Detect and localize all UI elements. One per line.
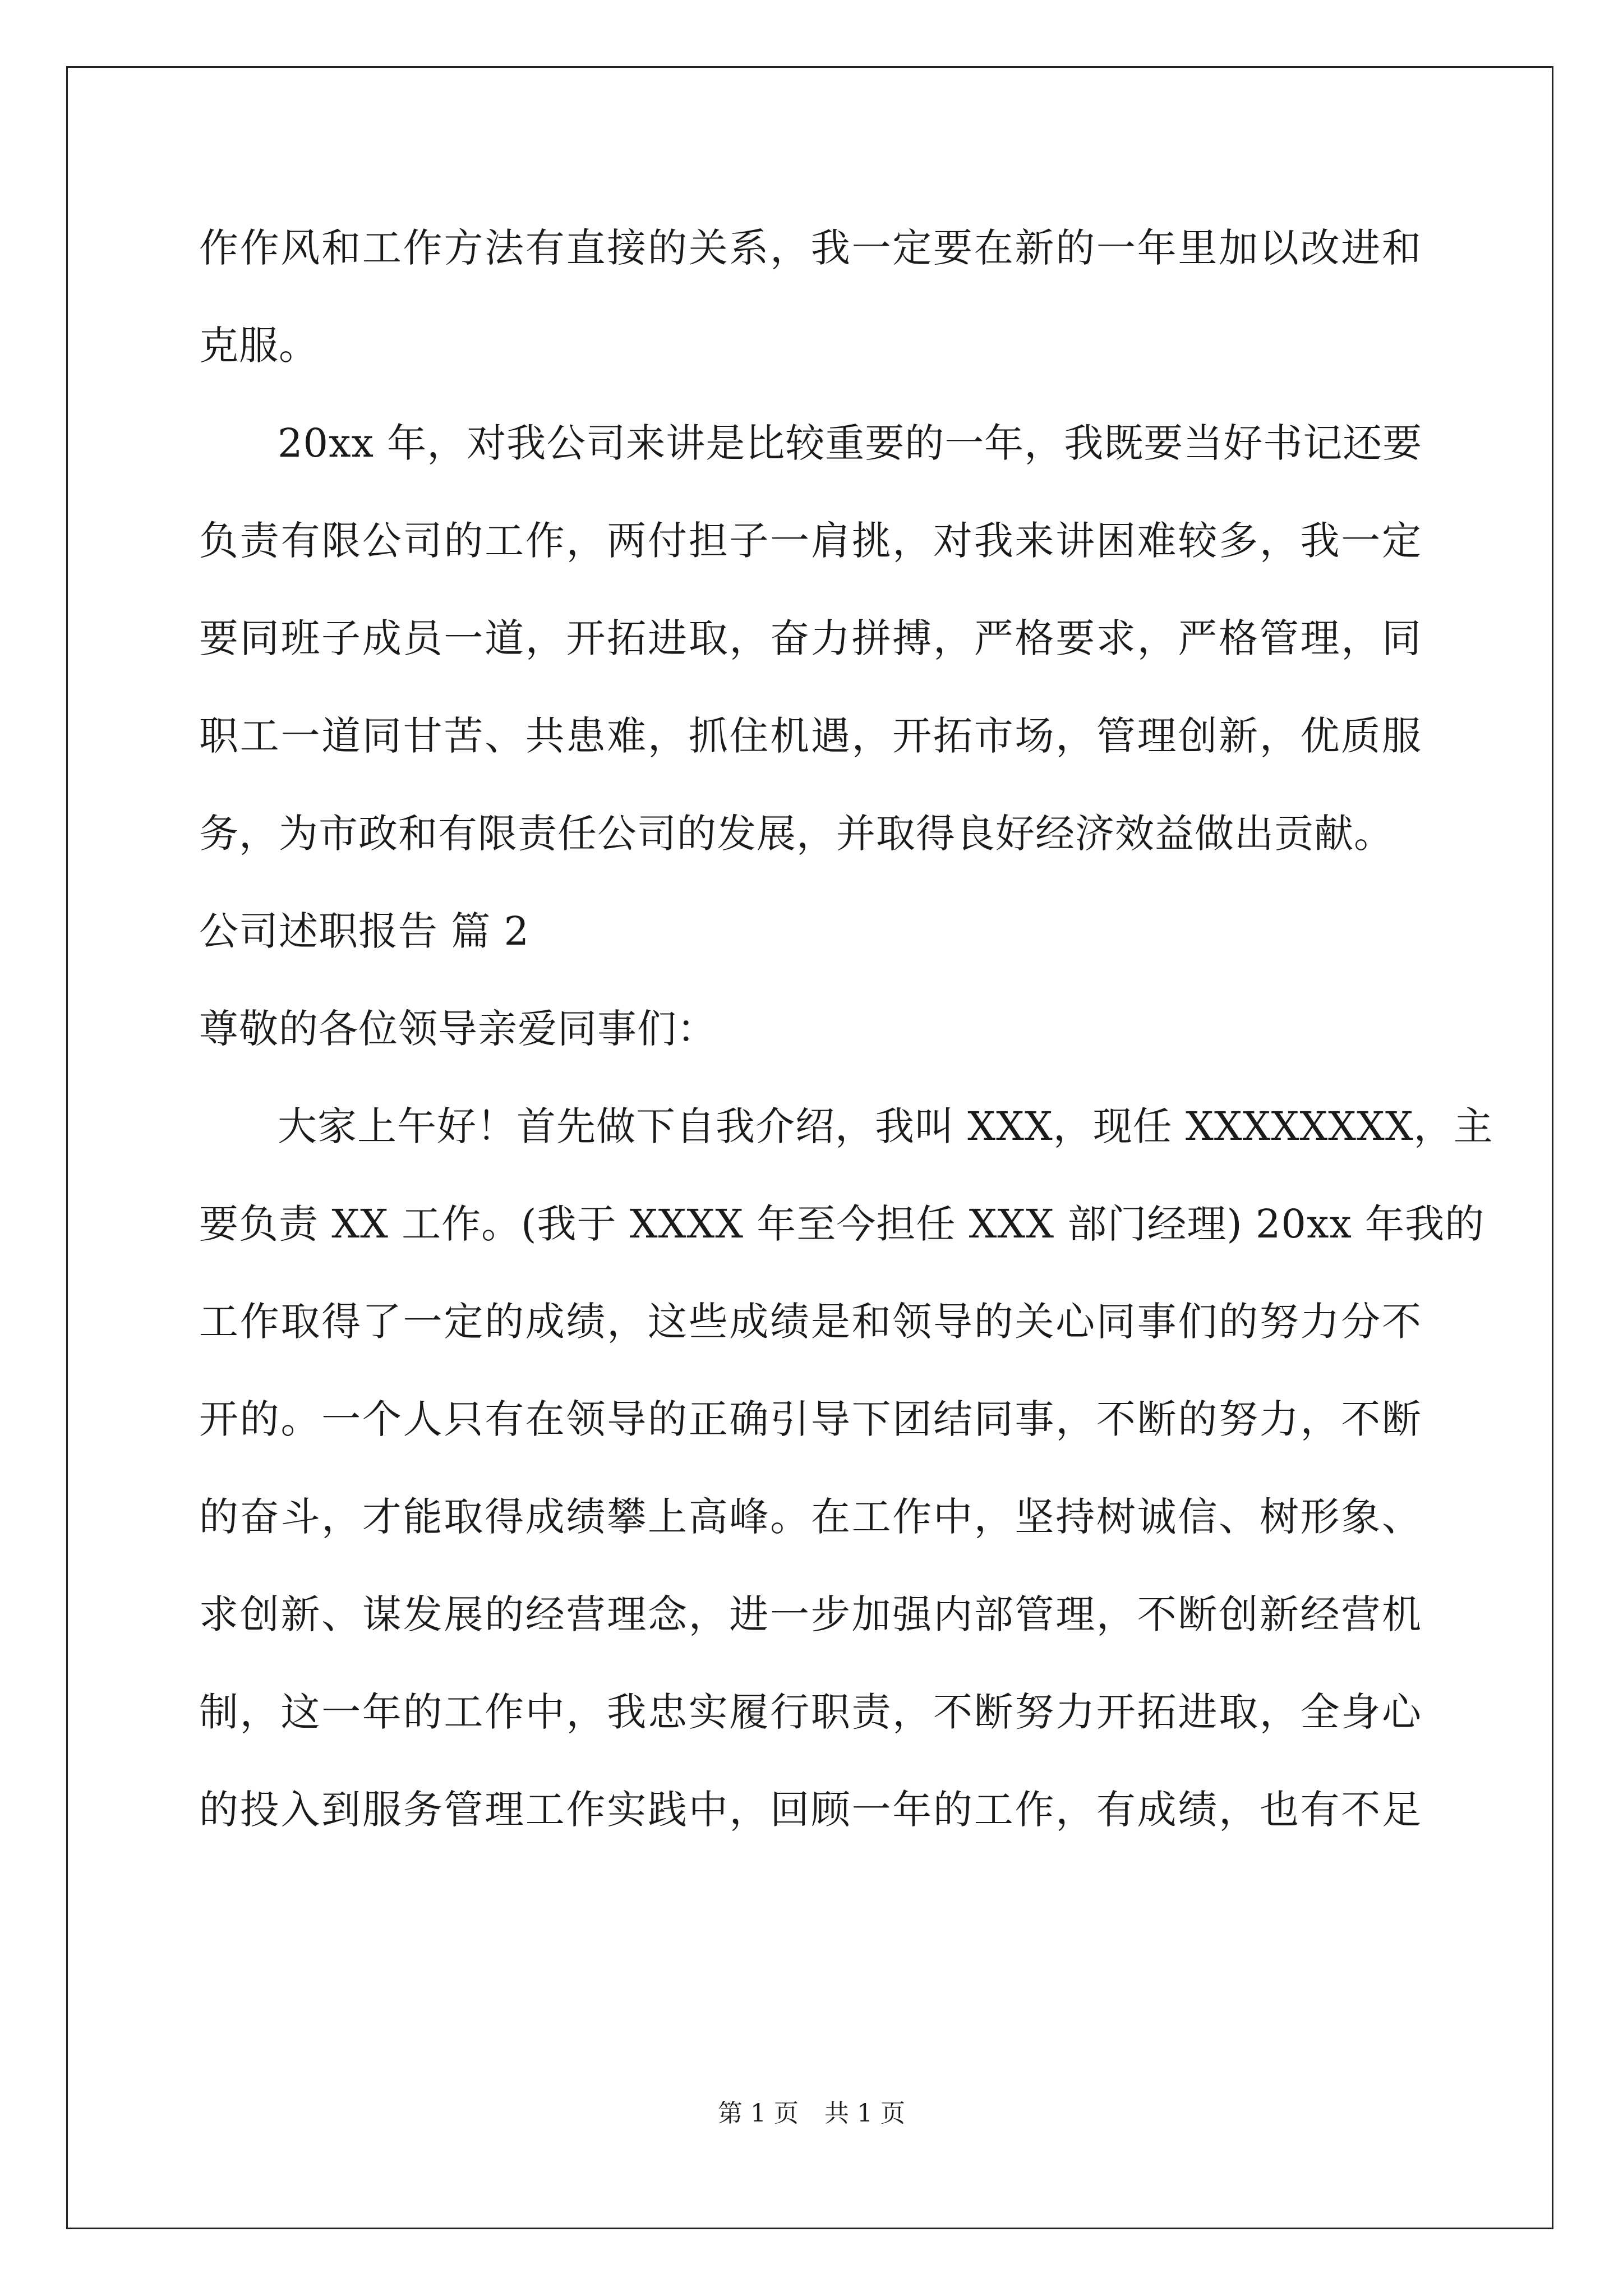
text-line: 作作风和工作方法有直接的关系，我一定要在新的一年里加以改进和: [199, 225, 1422, 271]
page-total: 共 1 页: [824, 2099, 905, 2128]
document-body: [199, 199, 1493, 1858]
text-line: 要同班子成员一道，开拓进取，奋力拼搏，严格要求，严格管理，同: [199, 615, 1422, 661]
text-line: 务，为市政和有限责任公司的发展，并取得良好经济效益做出贡献。: [199, 811, 1394, 857]
text-line: 制，这一年的工作中，我忠实履行职责，不断努力开拓进取，全身心: [199, 1689, 1422, 1735]
section-heading: 公司述职报告 篇 2: [199, 908, 530, 954]
paragraph-start-line: 20xx 年，对我公司来讲是比较重要的一年，我既要当好书记还要: [278, 420, 1423, 466]
text-line: 的奋斗，才能取得成绩攀上高峰。在工作中，坚持树诚信、树形象、: [199, 1494, 1422, 1540]
text-line: 职工一道同甘苦、共患难，抓住机遇，开拓市场，管理创新，优质服: [199, 713, 1422, 759]
text-line: 要负责 XX 工作。(我于 XXXX 年至今担任 XXX 部门经理) 20xx 年我的: [199, 1201, 1485, 1247]
text-line: 克服。: [199, 323, 319, 369]
page-number: 第 1 页: [718, 2099, 799, 2128]
salutation: 尊敬的各位领导亲爱同事们：: [199, 1006, 717, 1052]
text-line: 求创新、谋发展的经营理念，进一步加强内部管理，不断创新经营机: [199, 1591, 1422, 1637]
paragraph-start-line: 大家上午好！首先做下自我介绍，我叫 XXX，现任 XXXXXXXX，主: [278, 1103, 1493, 1149]
text-line: 负责有限公司的工作，两付担子一肩挑，对我来讲困难较多，我一定: [199, 518, 1422, 564]
text-line: 开的。一个人只有在领导的正确引导下团结同事，不断的努力，不断: [199, 1396, 1422, 1442]
text-line: 工作取得了一定的成绩，这些成绩是和领导的关心同事们的努力分不: [199, 1299, 1422, 1345]
page-footer: [0, 2097, 1623, 2131]
text-line: 的投入到服务管理工作实践中，回顾一年的工作，有成绩，也有不足: [199, 1787, 1422, 1833]
